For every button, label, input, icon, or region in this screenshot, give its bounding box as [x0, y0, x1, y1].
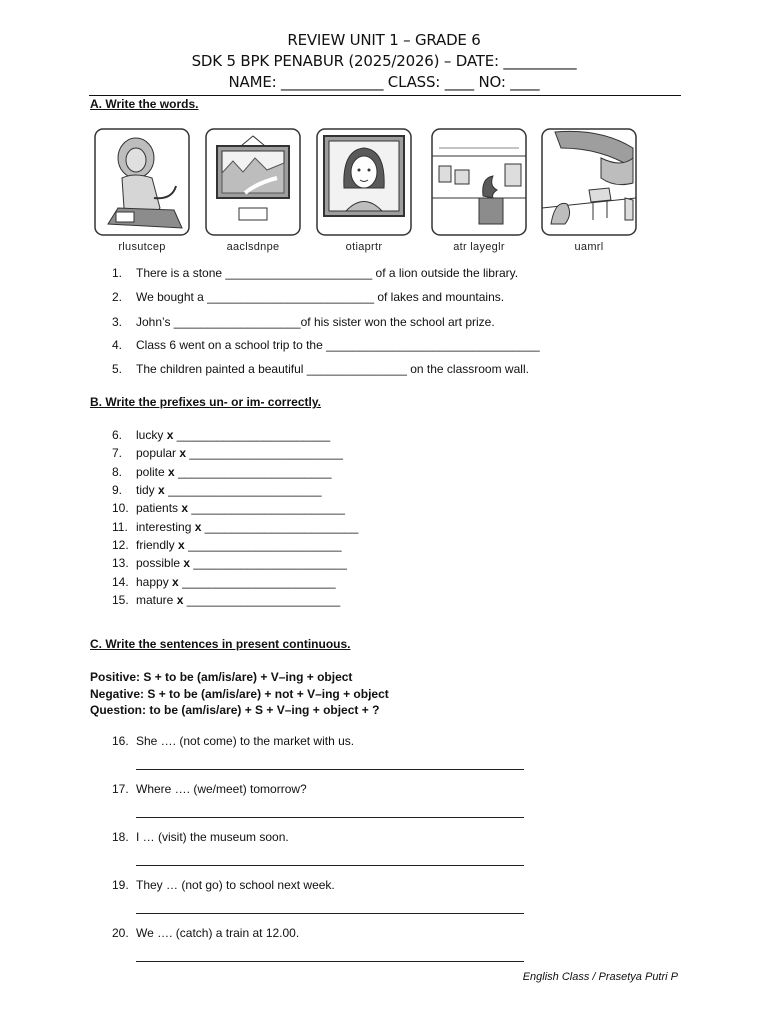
question-number: 19. [112, 878, 129, 892]
question-number: 8. [112, 465, 123, 479]
question-number: 9. [112, 483, 123, 497]
answer-blank: _______________________ [182, 575, 336, 589]
caption-mural: uamrl [574, 241, 604, 253]
header-divider [89, 95, 681, 96]
section-c-title: C. Write the sentences in present continuous. [90, 637, 351, 651]
prefix-item-7 [112, 446, 343, 460]
question-text: There is a stone ______________________ of a lion outside the library. [136, 266, 519, 280]
question-number: 15. [112, 593, 129, 607]
question-number: 10. [112, 501, 129, 515]
x-mark: x [172, 575, 179, 589]
lion-statue-icon [94, 128, 190, 236]
prefix-item-13 [112, 556, 347, 570]
question-5 [112, 362, 529, 376]
question-text: The children painted a beautiful _______________ on the classroom wall. [136, 362, 529, 376]
sentence-text: We …. (catch) a train at 12.00. [136, 926, 300, 940]
section-a-title: A. Write the words. [90, 97, 199, 111]
question-1 [112, 266, 518, 280]
sentence-17 [112, 782, 307, 796]
question-number: 11. [112, 520, 128, 534]
answer-line-17[interactable] [136, 817, 524, 818]
answer-line-19[interactable] [136, 913, 524, 914]
caption-portrait: otiaprtr [345, 241, 383, 253]
caption-art-gallery: atr layeglr [453, 241, 505, 253]
question-number: 14. [112, 575, 129, 589]
answer-blank: _______________________ [191, 501, 345, 515]
question-4 [112, 338, 540, 352]
question-text: We bought a _________________________ of lakes and mountains. [136, 290, 505, 304]
header-title: REVIEW UNIT 1 – GRADE 6 [287, 31, 481, 49]
word: polite [136, 465, 165, 479]
x-mark: x [168, 465, 175, 479]
mural-icon [541, 128, 637, 236]
word: tidy [136, 483, 155, 497]
sentence-20 [112, 926, 299, 940]
question-number: 2. [112, 290, 123, 304]
question-number: 12. [112, 538, 129, 552]
prefix-item-12 [112, 538, 342, 552]
sentence-text: She …. (not come) to the market with us. [136, 734, 355, 748]
question-text: Class 6 went on a school trip to the ________________________________ [136, 338, 540, 352]
prefix-item-10 [112, 501, 345, 515]
answer-blank: _______________________ [189, 446, 343, 460]
prefix-item-11 [112, 520, 358, 534]
question-3 [112, 315, 495, 329]
question-number: 1. [112, 266, 123, 280]
answer-blank: _______________________ [204, 520, 359, 534]
answer-blank: _______________________ [186, 593, 341, 607]
word: lucky [136, 428, 164, 442]
header-name-class-no: NAME: ______________ CLASS: ____ NO: ____ [228, 73, 540, 91]
x-mark: x [166, 428, 174, 442]
answer-line-16[interactable] [136, 769, 524, 770]
answer-line-18[interactable] [136, 865, 524, 866]
question-number: 7. [112, 446, 123, 460]
question-number: 17. [112, 782, 129, 796]
landscape-painting-icon [205, 128, 301, 236]
word: popular [136, 446, 177, 460]
prefix-item-8 [112, 465, 332, 479]
answer-blank: _______________________ [178, 465, 332, 479]
girl-portrait-icon [316, 128, 412, 236]
question-number: 3. [112, 315, 123, 329]
sentence-text: They … (not go) to school next week. [136, 878, 335, 892]
word: possible [136, 556, 181, 570]
picture-mural [541, 128, 637, 253]
answer-blank: _______________________ [193, 556, 347, 570]
picture-lion-statue [94, 128, 190, 253]
prefix-item-6 [112, 428, 330, 442]
question-number: 13. [112, 556, 129, 570]
formula-positive: Positive: S + to be (am/is/are) + V–ing + object [90, 670, 353, 684]
x-mark: x [179, 446, 187, 460]
caption-landscape: aaclsdnpe [226, 241, 280, 253]
question-number: 16. [112, 734, 129, 748]
question-2 [112, 290, 504, 304]
worksheet-header [0, 30, 768, 93]
picture-landscape [205, 128, 301, 253]
formula-question: Question: to be (am/is/are) + S + V–ing + object + ? [90, 703, 380, 717]
question-number: 5. [112, 362, 123, 376]
question-text: John’s ___________________of his sister won the school art prize. [136, 315, 495, 329]
question-number: 4. [112, 338, 123, 352]
prefix-item-9 [112, 483, 322, 497]
word: interesting [136, 520, 192, 534]
x-mark: x [194, 520, 202, 534]
sentence-text: Where …. (we/meet) tomorrow? [136, 782, 307, 796]
word: patients [136, 501, 179, 515]
sentence-18 [112, 830, 289, 844]
header-school-date: SDK 5 BPK PENABUR (2025/2026) – DATE: __________ [191, 52, 577, 70]
word: friendly [136, 538, 175, 552]
formula-block [90, 669, 389, 719]
question-number: 20. [112, 926, 129, 940]
picture-portrait [316, 128, 412, 253]
question-number: 6. [112, 428, 123, 442]
answer-blank: _______________________ [168, 483, 322, 497]
x-mark: x [181, 501, 189, 515]
sentence-text: I … (visit) the museum soon. [136, 830, 289, 844]
sentence-16 [112, 734, 354, 748]
x-mark: x [183, 556, 191, 570]
x-mark: x [178, 538, 185, 552]
sentence-19 [112, 878, 335, 892]
answer-blank: _______________________ [176, 428, 331, 442]
footer-credit: English Class / Prasetya Putri P [522, 971, 678, 983]
prefix-item-15 [112, 593, 340, 607]
art-gallery-icon [431, 128, 527, 236]
picture-art-gallery [431, 128, 527, 253]
caption-lion-statue: rlusutcep [118, 241, 166, 253]
x-mark: x [176, 593, 184, 607]
word: mature [136, 593, 174, 607]
formula-negative: Negative: S + to be (am/is/are) + not + V–ing + object [90, 686, 389, 701]
answer-blank: _______________________ [188, 538, 342, 552]
answer-line-20[interactable] [136, 961, 524, 962]
x-mark: x [158, 483, 165, 497]
word: happy [136, 575, 169, 589]
section-b-title: B. Write the prefixes un- or im- correctly. [90, 395, 321, 409]
question-number: 18. [112, 830, 129, 844]
picture-row [94, 128, 644, 258]
prefix-item-14 [112, 575, 336, 589]
